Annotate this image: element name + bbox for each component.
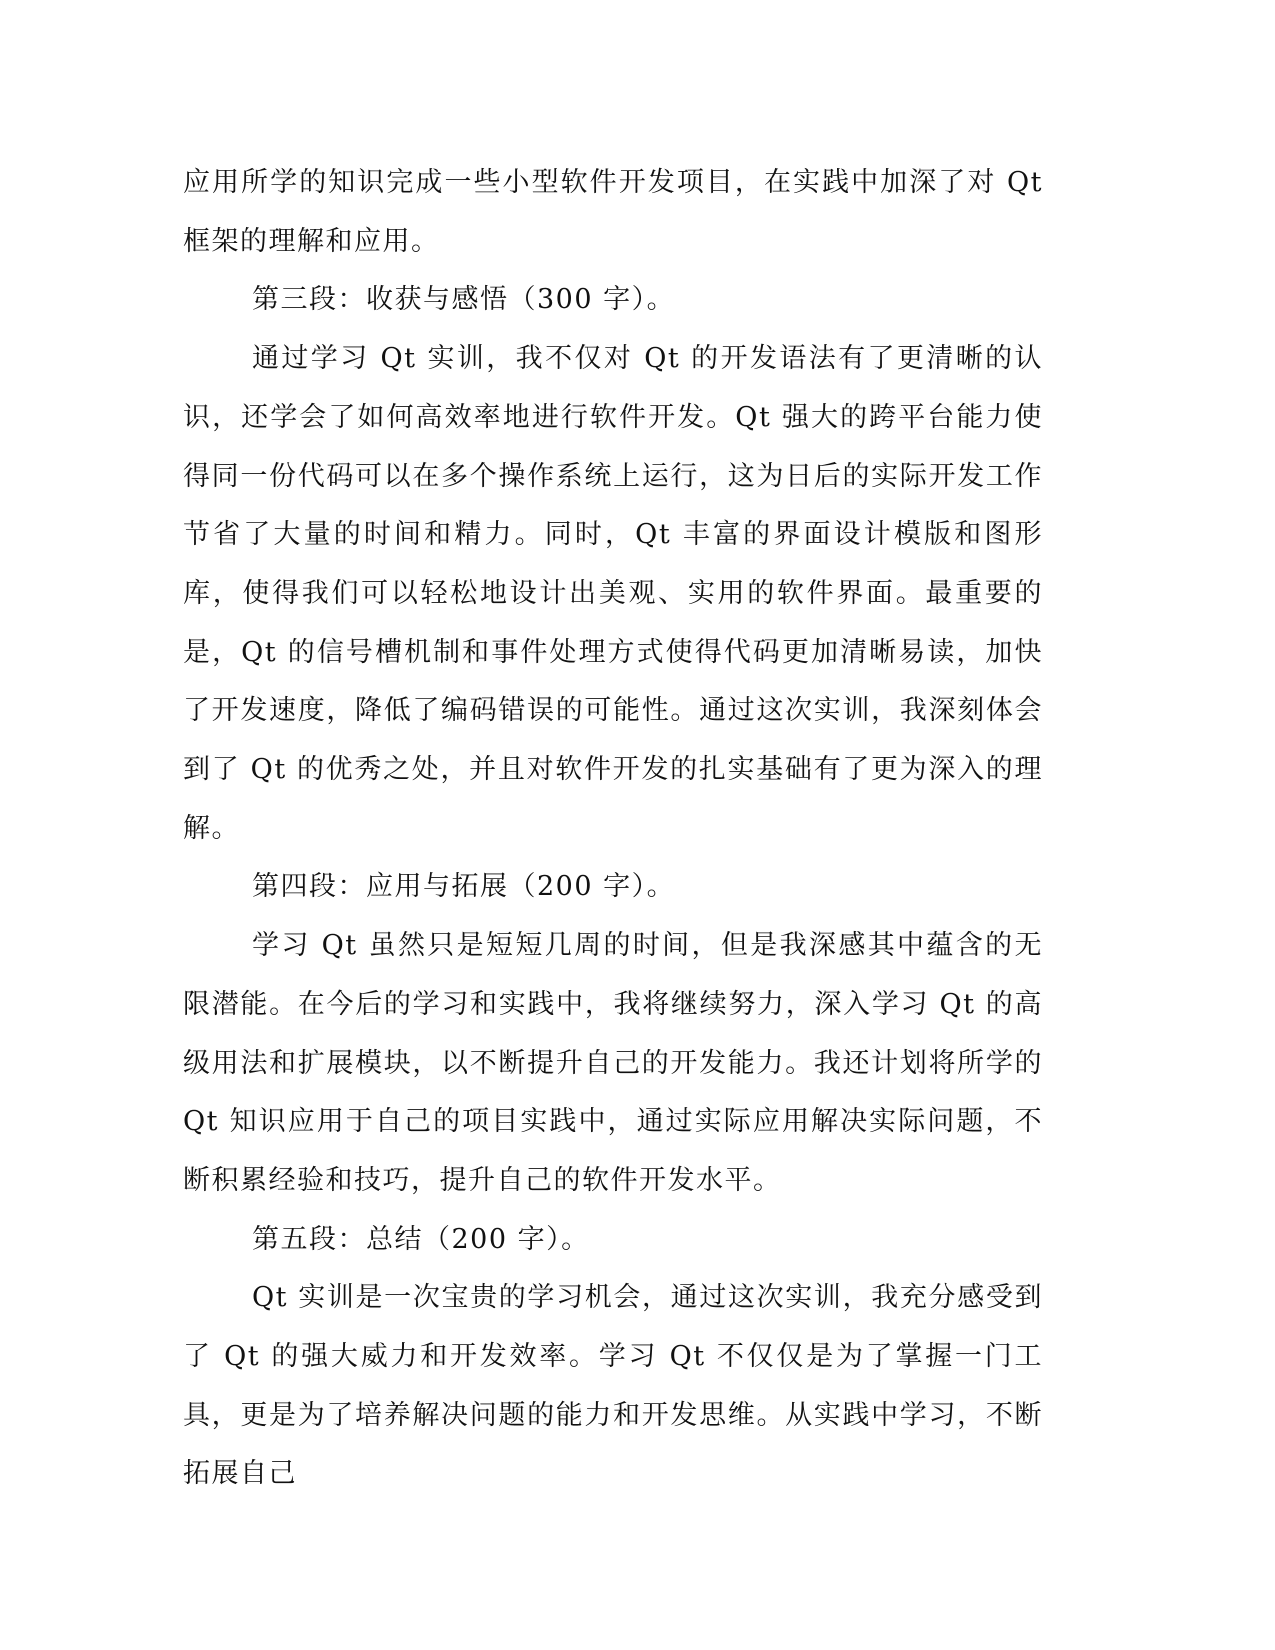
paragraph-summary: Qt 实训是一次宝贵的学习机会，通过这次实训，我充分感受到了 Qt 的强大威力和开发效率。学习 Qt 不仅仅是为了掌握一门工具，更是为了培养解决问题的能力和开发思维。从实践中学习，不断拓展自己 [183, 1282, 1043, 1490]
paragraph-continued: 应用所学的知识完成一些小型软件开发项目，在实践中加深了对 Qt 框架的理解和应用。 [183, 167, 1043, 257]
section-heading-3: 第三段：收获与感悟（300 字）。 [252, 284, 676, 316]
paragraph-harvest: 通过学习 Qt 实训，我不仅对 Qt 的开发语法有了更清晰的认识，还学会了如何高效率地进行软件开发。Qt 强大的跨平台能力使得同一份代码可以在多个操作系统上运行，这为日后的实际开发工作节省了大量的时间和精力。同时，Qt 丰富的界面设计模版和图形库，使得我们可以轻松地设计出美观、实用的软件界面。最重要的是，Qt 的信号槽机制和事件处理方式使得代码更加清晰易读，加快了开发速度，降低了编码错误的可能性。通过这次实训，我深刻体会到了 Qt 的优秀之处，并且对软件开发的扎实基础有了更为深入的理解。 [183, 343, 1043, 844]
section-heading-5: 第五段：总结（200 字）。 [252, 1223, 590, 1255]
section-heading-4: 第四段：应用与拓展（200 字）。 [252, 871, 676, 903]
paragraph-application: 学习 Qt 虽然只是短短几周的时间，但是我深感其中蕴含的无限潜能。在今后的学习和实践中，我将继续努力，深入学习 Qt 的高级用法和扩展模块，以不断提升自己的开发能力。我还计划将所学的 Qt 知识应用于自己的项目实践中，通过实际应用解决实际问题，不断积累经验和技巧，提升自己的软件开发水平。 [183, 930, 1043, 1196]
document-body [183, 154, 1043, 1504]
